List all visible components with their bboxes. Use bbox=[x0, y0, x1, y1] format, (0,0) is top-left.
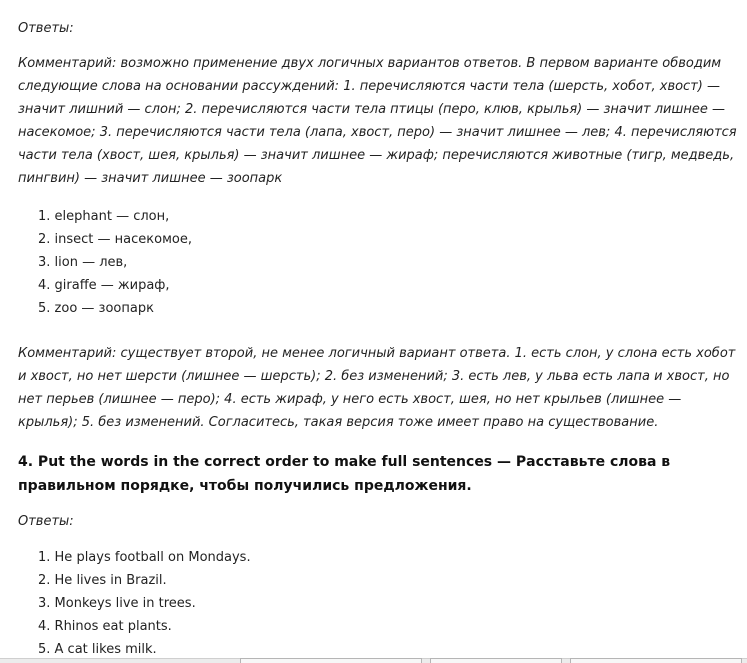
list-item: 3. Monkeys live in trees. bbox=[38, 596, 196, 611]
comment-paragraph-2: Комментарий: существует второй, не менее логичный вариант ответа. 1. есть слон, у слона есть хобот и хвост, но нет шерсти (лишнее — шерсть); 2. без изменений; 3. есть лев, у льва есть лапа и хвост, но нет перьев (лишнее — перо); 4. есть жираф, у него есть хвост, шея, но нет крыльев (лишнее — крылья); 5. без изменений. Согласитесь, такая версия тоже имеет право на существование. bbox=[18, 346, 736, 430]
list-item: 5. A cat likes milk. bbox=[38, 642, 157, 657]
bottom-scrollbar[interactable] bbox=[0, 658, 747, 663]
answer-list-1 bbox=[38, 205, 192, 320]
list-item: 2. insect — насекомое, bbox=[38, 232, 192, 247]
bottom-tab-2[interactable] bbox=[430, 658, 562, 663]
exercise-heading: 4. Put the words in the correct order to make full sentences — Расставьте слова в правильном порядке, чтобы получились предложения. bbox=[18, 454, 671, 494]
list-item: 4. giraffe — жираф, bbox=[38, 278, 170, 293]
list-item: 1. elephant — слон, bbox=[38, 209, 170, 224]
answers-label-2: Ответы: bbox=[18, 514, 74, 529]
list-item: 4. Rhinos eat plants. bbox=[38, 619, 172, 634]
bottom-tab-1[interactable] bbox=[240, 658, 422, 663]
list-item: 1. He plays football on Mondays. bbox=[38, 550, 251, 565]
list-item: 5. zoo — зоопарк bbox=[38, 301, 154, 316]
comment-paragraph: Комментарий: возможно применение двух логичных вариантов ответов. В первом варианте обводим следующие слова на основании рассуждений: 1. перечисляются части тела (шерсть, хобот, хвост) — значит лишний — слон; 2. перечисляются части тела птицы (перо, клюв, крылья) — значит лишнее — насекомое; 3. перечисляются части тела (лапа, хвост, перо) — значит лишнее — лев; 4. перечисляются части тела (хвост, шея, крылья) — значит лишнее — жираф; перечисляются животные (тигр, медведь, пингвин) — значит лишнее — зоопарк bbox=[18, 56, 737, 186]
answers-label: Ответы: bbox=[18, 21, 74, 36]
list-item: 3. lion — лев, bbox=[38, 255, 128, 270]
answer-list-2 bbox=[38, 546, 251, 661]
list-item: 2. He lives in Brazil. bbox=[38, 573, 167, 588]
bottom-tab-3[interactable] bbox=[570, 658, 742, 663]
